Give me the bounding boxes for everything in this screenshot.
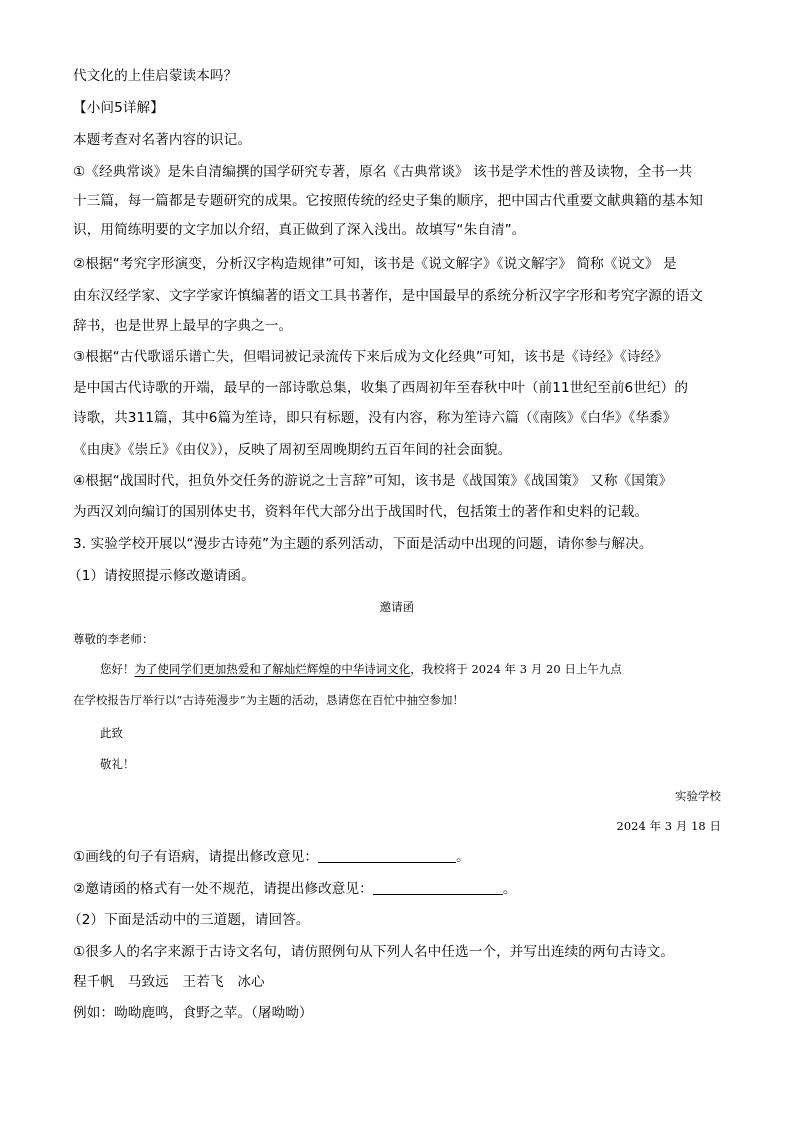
letter-body-line-1: [100, 659, 750, 679]
text-line: 辞书，也是世界上最早的字典之一。: [73, 318, 293, 334]
letter-salutation: 尊敬的李老师：: [73, 632, 154, 646]
text-line: 代文化的上佳启蒙读本吗？: [73, 68, 238, 84]
example-line: 例如：呦呦鹿鸣，食野之苹。（屠呦呦）: [73, 1005, 313, 1021]
letter-body-line-2: 在学校报告厅举行以“古诗苑漫步”为主题的活动，恳请您在百忙中抽空参加！: [73, 693, 465, 707]
question-a: ①画线的句子有语病，请提出修改意见： 。: [73, 849, 470, 865]
letter-signature: 实验学校: [675, 789, 721, 803]
text-line: ①《经典常谈》是朱自清编撰的国学研究专著，原名《古典常谈》 该书是学术性的普及读物，全书一共: [73, 164, 693, 180]
question-3-2: （2）下面是活动中的三道题，请回答。: [68, 912, 310, 928]
text-line: 是中国古代诗歌的开端，最早的一部诗歌总集，收集了西周初年至春秋中叶（前11世纪至前6世纪）的: [73, 380, 689, 396]
answer-blank[interactable]: [318, 848, 456, 863]
text-line: ②根据“考究字形演变，分析汉字构造规律”可知，该书是《说文解字》《说文解字》 简称《说文》 是: [73, 256, 677, 272]
question-3: 3. 实验学校开展以“漫步古诗苑”为主题的系列活动，下面是活动中出现的问题，请你参与解决。: [73, 536, 653, 552]
text-line: ④根据“战国时代，担负外交任务的游说之士言辞”可知，该书是《战国策》《战国策》 又称《国策》: [73, 473, 673, 489]
text-line: 识，用简练明要的文字加以介绍，真正做到了深入浅出。故填写“朱自清”。: [73, 222, 526, 238]
text-line: 为西汉刘向编订的国别体史书，资料年代大部分出于战国时代，包括策士的著作和史料的记载。: [73, 504, 649, 520]
answer-heading: 【小问5详解】: [73, 100, 164, 116]
letter-date: 2024 年 3 月 18 日: [616, 819, 721, 833]
text-line: 十三篇，每一篇都是专题研究的成果。它按照传统的经史子集的顺序，把中国古代重要文献典籍的基本知: [73, 193, 703, 209]
text-line: 《由庚》《崇丘》《由仪》），反映了周初至周晚期约五百年间的社会面貌。: [73, 442, 512, 458]
question-c: ①很多人的名字来源于古诗文名句，请仿照例句从下列人名中任选一个，并写出连续的两句古诗文。: [73, 944, 675, 960]
letter-title: 邀请函: [379, 600, 415, 614]
text-line: 本题考查对名著内容的识记。: [73, 132, 252, 148]
text-line: 诗歌，共311篇，其中6篇为笙诗，即只有标题，没有内容，称为笙诗六篇（《南陔》《白华》《华黍》: [73, 410, 677, 426]
letter-body-text: ，我校将于 2024 年 3 月 20 日上午九点: [410, 662, 622, 676]
question-b: ②邀请函的格式有一处不规范，请提出修改意见： 。: [73, 881, 517, 897]
name-list: 程千帆 马致远 王若飞 冰心: [73, 974, 265, 990]
text-line: ③根据“古代歌谣乐谱亡失，但唱词被记录流传下来后成为文化经典”可知，该书是《诗经》《诗经》: [73, 349, 668, 365]
letter-closing-1: 此致: [100, 726, 123, 740]
text-line: 由东汉经学家、文字学家许慎编著的语文工具书著作，是中国最早的系统分析汉字字形和考究字源的语文: [73, 288, 703, 304]
underlined-sentence: 为了使同学们更加热爱和了解灿烂辉煌的中华诗词文化: [134, 662, 411, 676]
question-3-1: （1）请按照提示修改邀请函。: [68, 568, 255, 584]
letter-greeting: 您好！: [100, 662, 135, 676]
letter-closing-2: 敬礼！: [100, 757, 135, 771]
answer-blank[interactable]: [373, 880, 503, 895]
